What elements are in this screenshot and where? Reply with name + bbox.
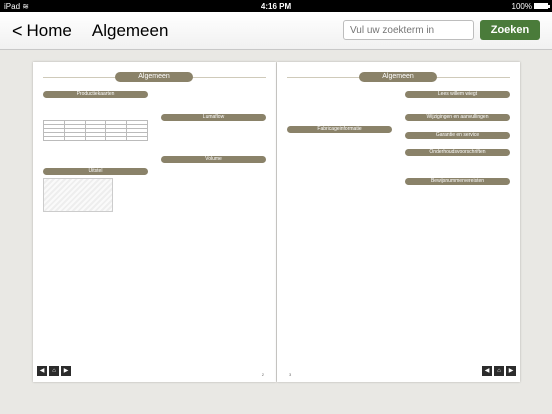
next-page-icon[interactable]: ▶ [506, 366, 516, 376]
body-text [43, 101, 148, 118]
page-number: 2 [261, 372, 264, 377]
body-text [405, 101, 510, 111]
body-text [161, 166, 266, 176]
page-number: 3 [289, 372, 292, 377]
document-page-right [277, 62, 520, 382]
status-bar [0, 0, 552, 12]
body-text [161, 124, 266, 153]
document-page-left [33, 62, 276, 382]
column-right [161, 88, 266, 178]
section-heading: Productiekaarten [43, 91, 148, 98]
previous-page-icon[interactable]: ◀ [37, 366, 47, 376]
data-table [43, 120, 148, 141]
section-heading: Wijzigingen en aanvullingen [405, 114, 510, 121]
body-text [405, 188, 510, 198]
body-text [43, 215, 148, 219]
section-heading: Volume [161, 156, 266, 163]
page-title: Algemeen [91, 20, 169, 40]
section-heading: Onderhoudsvoorschriften [405, 149, 510, 156]
home-icon[interactable]: ⌂ [49, 366, 59, 376]
battery-percent: 100% [511, 1, 532, 11]
section-heading: Lumaflow [161, 114, 266, 121]
technical-drawing [43, 178, 113, 212]
home-icon[interactable]: ⌂ [494, 366, 504, 376]
body-text [405, 142, 510, 146]
back-label: Home [26, 20, 72, 40]
page-navigation [482, 366, 516, 376]
section-heading: Lees willem wiegt [405, 91, 510, 98]
page-header: Algemeen [359, 72, 437, 82]
body-text [405, 124, 510, 128]
previous-page-icon[interactable]: ◀ [482, 366, 492, 376]
body-text [405, 159, 510, 176]
ipad-label: iPad ≋ [4, 1, 29, 11]
column-right [405, 88, 510, 201]
search-input[interactable] [343, 20, 474, 40]
section-heading: Fabricageinformatie [287, 126, 392, 133]
body-text [287, 88, 392, 123]
body-text [161, 88, 266, 111]
section-heading: Bewijsnummervereisten [405, 178, 510, 185]
status-time: 4:16 PM [260, 1, 292, 11]
section-heading: Garantie en service [405, 132, 510, 139]
page-navigation [37, 366, 71, 376]
battery-icon [534, 3, 548, 9]
body-text [43, 143, 148, 166]
body-text [287, 136, 392, 146]
column-left [287, 88, 392, 149]
next-page-icon[interactable]: ▶ [61, 366, 71, 376]
search-button[interactable]: Zoeken [480, 20, 540, 40]
page-header: Algemeen [115, 72, 193, 82]
home-back-button[interactable] [12, 21, 72, 41]
column-left [43, 88, 148, 222]
section-heading: Uitstel [43, 168, 148, 175]
navigation-bar [0, 12, 552, 50]
chevron-left-icon: < [12, 20, 23, 41]
